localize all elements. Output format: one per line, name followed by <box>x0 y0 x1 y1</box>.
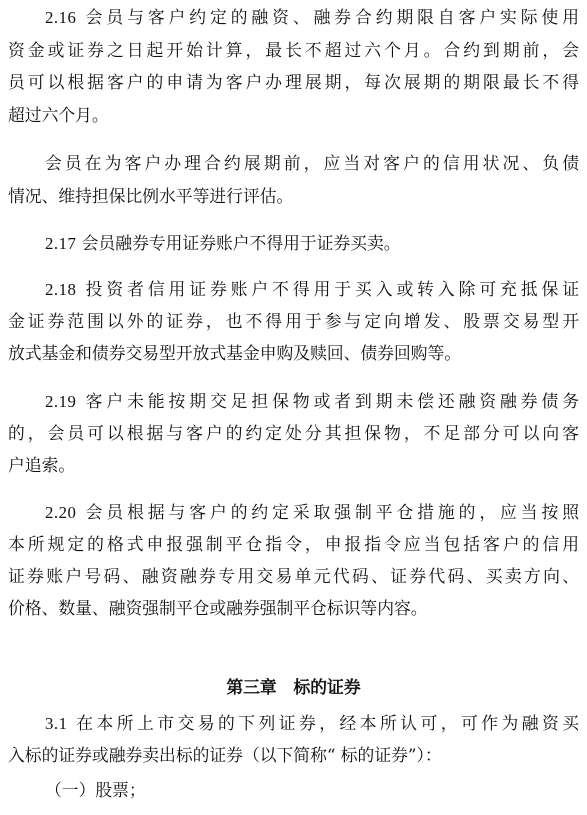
paragraph-2-16-line-2: 资金或证券之日起开始计算，最长不超过六个月。合约到期前，会 <box>8 40 579 60</box>
paragraph-2-19-line-1 <box>45 390 579 413</box>
paragraph-2-19-line-2: 的，会员可以根据与客户的约定处分其担保物，不足部分可以向客 <box>8 423 579 443</box>
paragraph-3-1-line-2: 入标的证券或融券卖出标的证券（以下简称“ 标的证券”）： <box>8 745 442 765</box>
paragraph-2-20-line-4: 价格、数量、融资强制平仓或融券强制平仓标识等内容。 <box>8 598 428 618</box>
clause-number: 2.17 <box>45 234 77 253</box>
paragraph-2-17-line-1 <box>45 232 579 255</box>
clause-text: 会员与客户约定的融资、融券合约期限自客户实际使用 <box>85 7 579 27</box>
clause-text: 投资者信用证券账户不得用于买入或转入除可充抵保证 <box>85 279 579 299</box>
clause-text: 会员融券专用证券账户不得用于证券买卖。 <box>81 233 401 253</box>
paragraph-2-16-line-1 <box>45 6 579 29</box>
clause-text: 会员根据与客户的约定采取强制平仓措施的，应当按照 <box>85 502 579 522</box>
paragraph-2-20-line-3: 证券账户号码、融资融券专用交易单元代码、证券代码、买卖方向、 <box>8 566 579 586</box>
paragraph-2-16-line-3: 员可以根据客户的申请为客户办理展期，每次展期的期限最长不得 <box>8 72 579 92</box>
paragraph-2-20-line-2: 本所规定的格式申报强制平仓指令，申报指令应当包括客户的信用 <box>8 534 579 554</box>
paragraph-3-1-line-3: （一）股票； <box>45 780 146 800</box>
clause-number: 2.18 <box>45 280 77 299</box>
paragraph-2-16b-line-1: 会员在为客户办理合约展期前，应当对客户的信用状况、负债 <box>45 153 579 173</box>
chapter-heading: 第三章 标的证券 <box>226 677 361 697</box>
paragraph-2-18-line-1 <box>45 278 579 301</box>
clause-number: 3.1 <box>45 714 68 733</box>
clause-number: 2.19 <box>45 392 77 411</box>
paragraph-2-16-line-4: 超过六个月。 <box>8 105 109 125</box>
paragraph-2-20-line-1 <box>45 501 579 524</box>
paragraph-2-19-line-3: 户追索。 <box>8 455 76 475</box>
paragraph-2-16b-line-2: 情况、维持担保比例水平等进行评估。 <box>8 186 294 206</box>
clause-text: 客户未能按期交足担保物或者到期未偿还融资融券债务 <box>85 391 579 411</box>
clause-number: 2.16 <box>45 8 77 27</box>
paragraph-2-18-line-2: 金证券范围以外的证券，也不得用于参与定向增发、股票交易型开 <box>8 311 579 331</box>
clause-number: 2.20 <box>45 503 77 522</box>
paragraph-3-1-line-1 <box>45 712 579 735</box>
clause-text: 在本所上市交易的下列证券，经本所认可，可作为融资买 <box>76 713 579 733</box>
paragraph-2-18-line-3: 放式基金和债券交易型开放式基金申购及赎回、债券回购等。 <box>8 343 462 363</box>
